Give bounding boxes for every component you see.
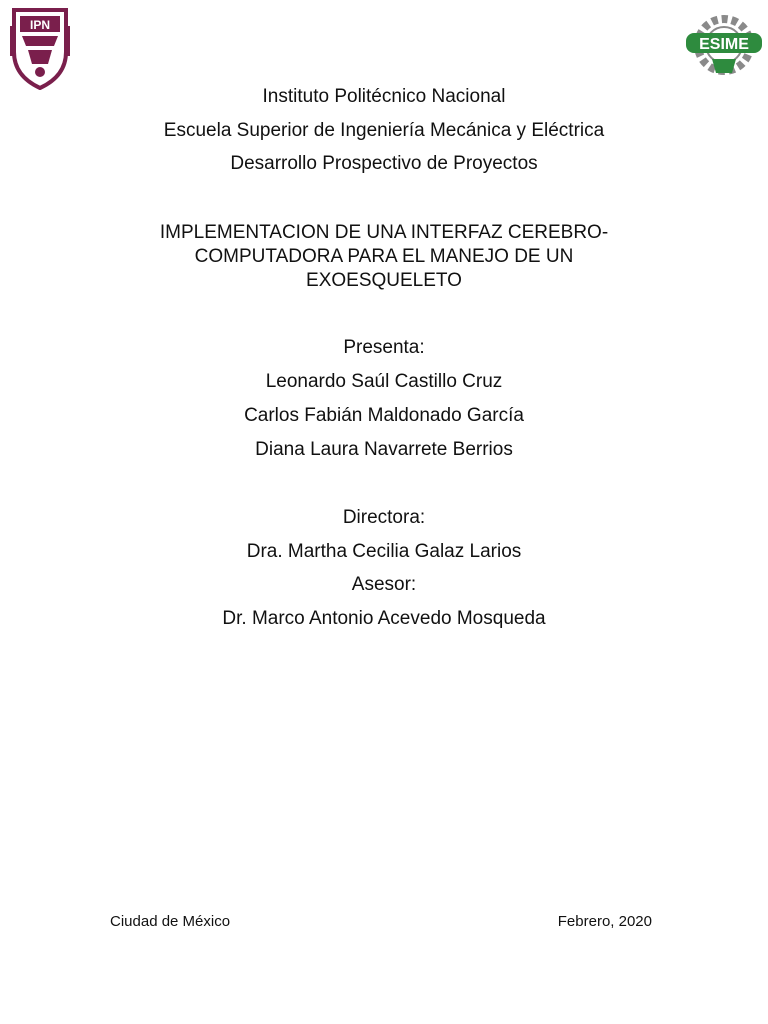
- advisor-label: Asesor:: [351, 574, 417, 595]
- thesis-title-line-1: IMPLEMENTACION DE UNA INTERFAZ CEREBRO-: [159, 222, 609, 243]
- ipn-logo: [8, 6, 72, 90]
- date: Febrero, 2020: [557, 913, 652, 930]
- course-name: Desarrollo Prospectivo de Proyectos: [230, 153, 538, 174]
- ipn-logo-text: IPN: [29, 18, 51, 32]
- author-name: Diana Laura Navarrete Berrios: [255, 439, 513, 460]
- school-name: Escuela Superior de Ingeniería Mecánica y Eléctrica: [163, 120, 605, 141]
- authors-label: Presenta:: [343, 337, 425, 358]
- place: Ciudad de México: [110, 913, 231, 930]
- author-name: Carlos Fabián Maldonado García: [244, 405, 524, 426]
- director-label: Directora:: [342, 507, 426, 528]
- director-name: Dra. Martha Cecilia Galaz Larios: [246, 541, 522, 562]
- esime-logo: [682, 9, 766, 81]
- thesis-title-line-2: COMPUTADORA PARA EL MANEJO DE UN: [194, 246, 574, 267]
- advisor-name: Dr. Marco Antonio Acevedo Mosqueda: [222, 608, 546, 629]
- thesis-title-line-3: EXOESQUELETO: [306, 270, 462, 291]
- author-name: Leonardo Saúl Castillo Cruz: [265, 371, 503, 392]
- esime-logo-text: ESIME: [699, 36, 749, 53]
- institution-name: Instituto Politécnico Nacional: [262, 86, 506, 107]
